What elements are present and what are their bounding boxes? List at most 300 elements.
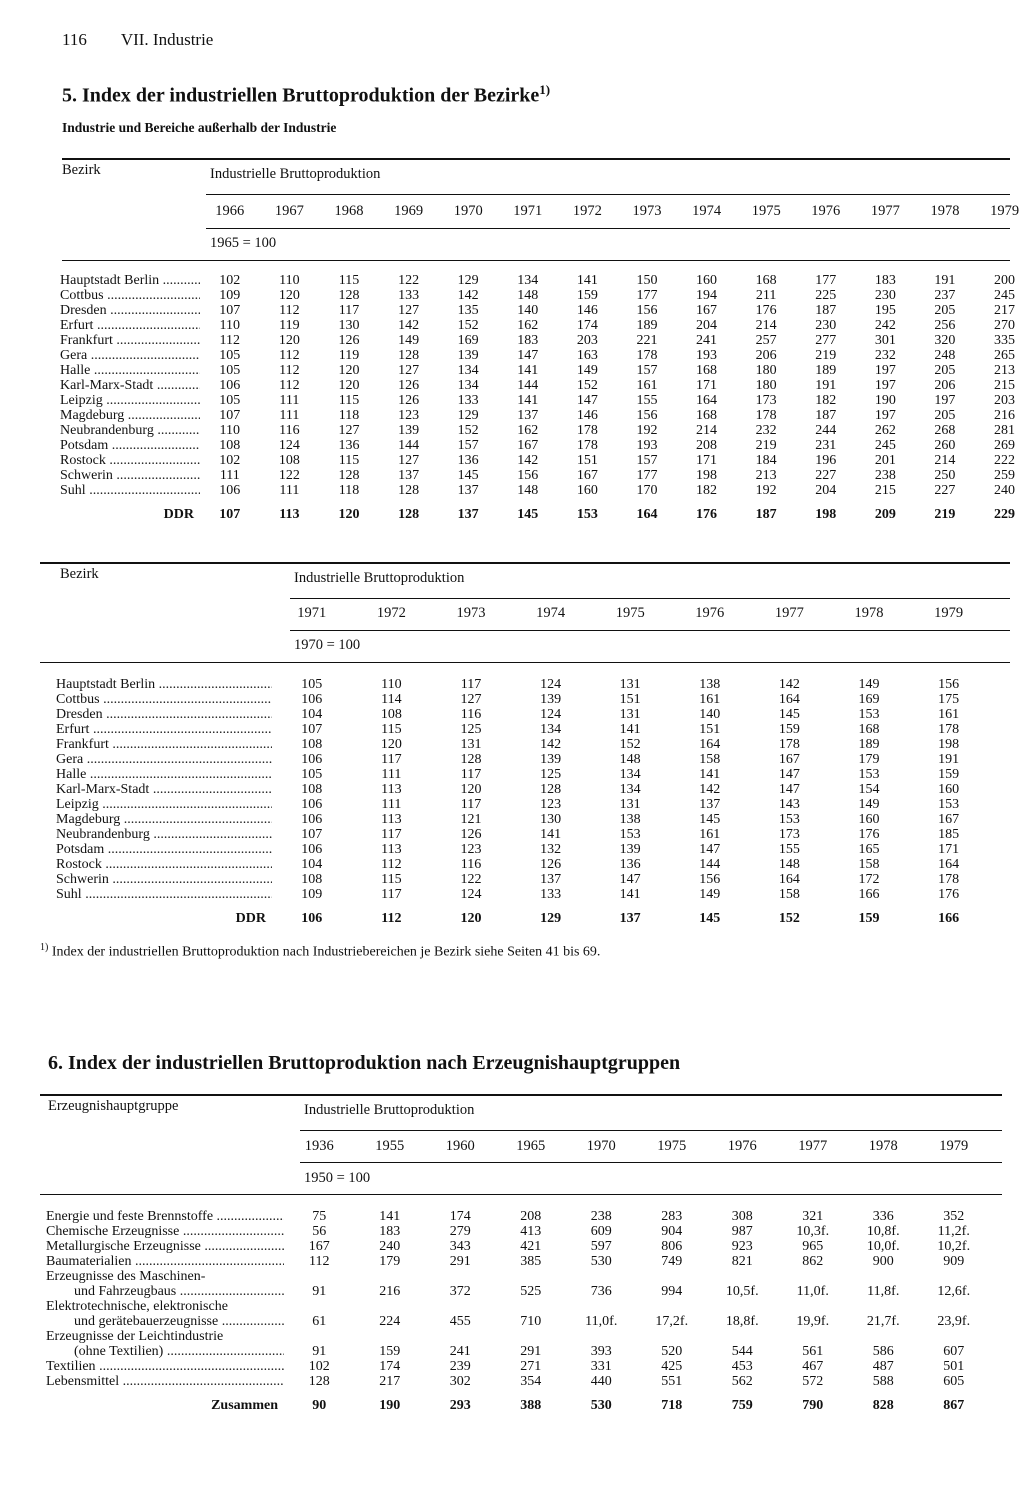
cell-value: 153 bbox=[858, 767, 880, 782]
cell-value: 106 bbox=[219, 483, 241, 498]
cell-value: 213 bbox=[994, 363, 1016, 378]
cell-value: 144 bbox=[517, 378, 539, 393]
row-label: Potsdam ..... bbox=[60, 438, 200, 453]
cell-value: 440 bbox=[590, 1374, 612, 1389]
total-value: 198 bbox=[815, 507, 837, 522]
total-label: Zusammen bbox=[211, 1398, 278, 1413]
cell-value: 336 bbox=[872, 1209, 894, 1224]
cell-value: 206 bbox=[934, 378, 956, 393]
cell-value: 110 bbox=[381, 677, 402, 692]
cell-value: 104 bbox=[301, 707, 323, 722]
cell-value: 153 bbox=[778, 812, 800, 827]
cell-value: 145 bbox=[699, 812, 721, 827]
cell-value: 268 bbox=[934, 423, 956, 438]
cell-value: 198 bbox=[696, 468, 718, 483]
cell-value: 168 bbox=[755, 273, 777, 288]
row-label: Rostock ..... bbox=[60, 453, 200, 468]
cell-value: 105 bbox=[219, 348, 241, 363]
table-row bbox=[46, 1314, 989, 1329]
cell-value: 115 bbox=[338, 273, 360, 288]
cell-value: 421 bbox=[520, 1239, 542, 1254]
cell-value: 244 bbox=[815, 423, 837, 438]
cell-value: 147 bbox=[778, 767, 800, 782]
cell-value: 152 bbox=[457, 318, 479, 333]
cell-value: 123 bbox=[540, 797, 562, 812]
cell-value bbox=[848, 1269, 919, 1284]
cell-value: 166 bbox=[858, 887, 880, 902]
cell-value: 122 bbox=[278, 468, 300, 483]
cell-value: 256 bbox=[934, 318, 956, 333]
cell-value: 112 bbox=[279, 378, 300, 393]
cell-value: 168 bbox=[696, 363, 718, 378]
rule-base-part1 bbox=[206, 228, 1010, 229]
cell-value: 211 bbox=[755, 288, 777, 303]
cell-value: 144 bbox=[699, 857, 721, 872]
total-value: 137 bbox=[457, 507, 479, 522]
total-value: 867 bbox=[943, 1398, 965, 1413]
cell-value: 134 bbox=[517, 273, 539, 288]
cell-value: 178 bbox=[576, 438, 598, 453]
cell-value: 130 bbox=[338, 318, 360, 333]
cell-value: 115 bbox=[338, 393, 360, 408]
cell-value bbox=[778, 1269, 849, 1284]
cell-value: 162 bbox=[517, 318, 539, 333]
row-label: Magdeburg ..... bbox=[60, 408, 200, 423]
total-row bbox=[60, 498, 1024, 532]
cell-value: 191 bbox=[934, 273, 956, 288]
cell-value: 130 bbox=[540, 812, 562, 827]
table-row bbox=[46, 1269, 989, 1284]
cell-value: 155 bbox=[778, 842, 800, 857]
cell-value: 158 bbox=[858, 857, 880, 872]
cell-value: 238 bbox=[590, 1209, 612, 1224]
cell-value: 56 bbox=[312, 1224, 327, 1239]
cell-value: 198 bbox=[938, 737, 960, 752]
cell-value: 230 bbox=[815, 318, 837, 333]
cell-value: 164 bbox=[938, 857, 960, 872]
cell-value: 270 bbox=[994, 318, 1016, 333]
table-row bbox=[56, 782, 988, 797]
part2-table bbox=[56, 677, 988, 936]
cell-value: 131 bbox=[619, 797, 641, 812]
cell-value: 119 bbox=[338, 348, 360, 363]
cell-value: 113 bbox=[381, 842, 402, 857]
cell-value: 146 bbox=[576, 303, 598, 318]
cell-value: 112 bbox=[279, 303, 300, 318]
total-value: 159 bbox=[858, 911, 880, 926]
total-value: 120 bbox=[460, 911, 482, 926]
table-row bbox=[46, 1374, 989, 1389]
cell-value: 965 bbox=[802, 1239, 824, 1254]
cell-value bbox=[355, 1299, 426, 1314]
cell-value: 607 bbox=[943, 1344, 965, 1359]
cell-value: 904 bbox=[661, 1224, 683, 1239]
year-header: 1979 bbox=[990, 203, 1020, 219]
part1-table bbox=[60, 273, 1024, 532]
cell-value: 148 bbox=[517, 483, 539, 498]
cell-value: 250 bbox=[934, 468, 956, 483]
cell-value: 224 bbox=[379, 1314, 401, 1329]
year-header: 1972 bbox=[572, 203, 602, 219]
cell-value: 152 bbox=[619, 737, 641, 752]
cell-value: 120 bbox=[278, 333, 300, 348]
cell-value: 108 bbox=[301, 782, 323, 797]
cell-value: 18,8f. bbox=[725, 1314, 759, 1329]
cell-value: 112 bbox=[219, 333, 241, 348]
year-header: 1973 bbox=[632, 203, 662, 219]
cell-value: 201 bbox=[874, 453, 896, 468]
cell-value: 133 bbox=[457, 393, 479, 408]
cell-value: 467 bbox=[802, 1359, 824, 1374]
cell-value: 214 bbox=[755, 318, 777, 333]
cell-value: 139 bbox=[540, 692, 562, 707]
cell-value: 111 bbox=[279, 483, 300, 498]
cell-value: 171 bbox=[696, 453, 718, 468]
total-value: 388 bbox=[520, 1398, 542, 1413]
table6-title: 6. Index der industriellen Bruttoproduktion nach Erzeugnishauptgruppen bbox=[48, 1052, 681, 1074]
cell-value: 147 bbox=[517, 348, 539, 363]
cell-value: 189 bbox=[858, 737, 880, 752]
cell-value: 174 bbox=[449, 1209, 471, 1224]
year-header: 1970 bbox=[586, 1138, 616, 1154]
cell-value: 191 bbox=[938, 752, 960, 767]
row-label: Karl-Marx-Stadt ..... bbox=[56, 782, 272, 797]
cell-value: 192 bbox=[755, 483, 777, 498]
table-row bbox=[46, 1254, 989, 1269]
cell-value: 219 bbox=[755, 438, 777, 453]
table-row bbox=[46, 1239, 989, 1254]
cell-value: 262 bbox=[874, 423, 896, 438]
cell-value: 120 bbox=[460, 782, 482, 797]
total-value: 107 bbox=[219, 507, 241, 522]
cell-value: 142 bbox=[699, 782, 721, 797]
cell-value: 260 bbox=[934, 438, 956, 453]
cell-value: 530 bbox=[590, 1254, 612, 1269]
cell-value bbox=[284, 1269, 355, 1284]
cell-value: 102 bbox=[219, 273, 241, 288]
row-label: Textilien ..... bbox=[46, 1359, 284, 1374]
table-row bbox=[60, 393, 1024, 408]
cell-value: 106 bbox=[301, 842, 323, 857]
cell-value: 987 bbox=[731, 1224, 753, 1239]
cell-value: 156 bbox=[699, 872, 721, 887]
table-row bbox=[60, 378, 1024, 393]
cell-value: 164 bbox=[778, 872, 800, 887]
cell-value: 164 bbox=[778, 692, 800, 707]
cell-value: 122 bbox=[398, 273, 420, 288]
cell-value: 128 bbox=[540, 782, 562, 797]
row-label: Potsdam ..... bbox=[56, 842, 272, 857]
cell-value: 153 bbox=[858, 707, 880, 722]
cell-value: 105 bbox=[301, 677, 323, 692]
cell-value: 269 bbox=[994, 438, 1016, 453]
cell-value: 122 bbox=[460, 872, 482, 887]
cell-value: 231 bbox=[815, 438, 837, 453]
cell-value: 140 bbox=[699, 707, 721, 722]
cell-value: 105 bbox=[301, 767, 323, 782]
cell-value: 108 bbox=[219, 438, 241, 453]
cell-value: 151 bbox=[699, 722, 721, 737]
table-row bbox=[60, 408, 1024, 423]
cell-value: 156 bbox=[636, 303, 658, 318]
cell-value: 158 bbox=[699, 752, 721, 767]
cell-value: 178 bbox=[938, 722, 960, 737]
cell-value: 138 bbox=[699, 677, 721, 692]
total-value: 190 bbox=[379, 1398, 401, 1413]
rule-top-table6 bbox=[40, 1094, 1002, 1096]
table-row bbox=[60, 423, 1024, 438]
page-header bbox=[62, 30, 213, 50]
cell-value: 230 bbox=[874, 288, 896, 303]
row-label: Magdeburg ..... bbox=[56, 812, 272, 827]
cell-value: 216 bbox=[379, 1284, 401, 1299]
cell-value: 176 bbox=[938, 887, 960, 902]
cell-value: 173 bbox=[755, 393, 777, 408]
cell-value: 153 bbox=[938, 797, 960, 812]
cell-value: 118 bbox=[338, 408, 360, 423]
row-label: Lebensmittel ..... bbox=[46, 1374, 284, 1389]
table6-table bbox=[46, 1209, 989, 1423]
cell-value: 197 bbox=[874, 408, 896, 423]
cell-value: 123 bbox=[398, 408, 420, 423]
total-value: 153 bbox=[576, 507, 598, 522]
year-header: 1979 bbox=[939, 1138, 969, 1154]
cell-value: 145 bbox=[778, 707, 800, 722]
cell-value: 179 bbox=[858, 752, 880, 767]
year-header: 1976 bbox=[811, 203, 841, 219]
year-header: 1955 bbox=[375, 1138, 405, 1154]
table-row bbox=[60, 438, 1024, 453]
cell-value: 203 bbox=[576, 333, 598, 348]
cell-value bbox=[778, 1329, 849, 1344]
cell-value bbox=[637, 1329, 708, 1344]
cell-value: 111 bbox=[381, 797, 402, 812]
cell-value bbox=[707, 1329, 778, 1344]
cell-value: 143 bbox=[778, 797, 800, 812]
table6-base: 1950 = 100 bbox=[304, 1170, 371, 1186]
cell-value: 520 bbox=[661, 1344, 683, 1359]
part2-col-head: Bezirk bbox=[60, 566, 99, 582]
cell-value: 167 bbox=[308, 1239, 330, 1254]
cell-value: 126 bbox=[460, 827, 482, 842]
cell-value: 806 bbox=[661, 1239, 683, 1254]
total-value: 120 bbox=[338, 507, 360, 522]
cell-value: 172 bbox=[858, 872, 880, 887]
cell-value: 749 bbox=[661, 1254, 683, 1269]
footnote-mark: 1) bbox=[40, 942, 49, 953]
cell-value: 909 bbox=[943, 1254, 965, 1269]
cell-value: 124 bbox=[540, 707, 562, 722]
row-label: Halle ..... bbox=[56, 767, 272, 782]
table-row bbox=[56, 677, 988, 692]
cell-value: 154 bbox=[858, 782, 880, 797]
row-label: Chemische Erzeugnisse ..... bbox=[46, 1224, 284, 1239]
cell-value: 116 bbox=[279, 423, 300, 438]
cell-value: 114 bbox=[381, 692, 402, 707]
cell-value: 115 bbox=[338, 453, 360, 468]
cell-value: 148 bbox=[517, 288, 539, 303]
cell-value bbox=[425, 1269, 496, 1284]
cell-value: 132 bbox=[540, 842, 562, 857]
row-label: Baumaterialien ..... bbox=[46, 1254, 284, 1269]
cell-value: 91 bbox=[312, 1284, 327, 1299]
cell-value: 501 bbox=[943, 1359, 965, 1374]
rule-sub-table6 bbox=[300, 1130, 1002, 1131]
cell-value bbox=[425, 1299, 496, 1314]
row-label: Hauptstadt Berlin ..... bbox=[56, 677, 272, 692]
total-row bbox=[56, 902, 988, 936]
cell-value: 10,2f. bbox=[937, 1239, 971, 1254]
total-value: 113 bbox=[279, 507, 300, 522]
cell-value: 104 bbox=[301, 857, 323, 872]
total-value: 145 bbox=[699, 911, 721, 926]
rule-sub-part2 bbox=[290, 598, 1010, 599]
cell-value: 137 bbox=[457, 483, 479, 498]
cell-value: 134 bbox=[619, 767, 641, 782]
cell-value: 205 bbox=[934, 303, 956, 318]
cell-value: 174 bbox=[379, 1359, 401, 1374]
cell-value: 219 bbox=[815, 348, 837, 363]
row-label: Halle ..... bbox=[60, 363, 200, 378]
cell-value: 179 bbox=[379, 1254, 401, 1269]
cell-value: 112 bbox=[381, 857, 402, 872]
cell-value: 178 bbox=[778, 737, 800, 752]
table5-title: 5. Index der industriellen Bruttoproduktion der Bezirke$^{1)}$ bbox=[62, 82, 551, 107]
cell-value: 153 bbox=[619, 827, 641, 842]
table-row bbox=[56, 737, 988, 752]
cell-value: 238 bbox=[874, 468, 896, 483]
cell-value: 117 bbox=[460, 767, 482, 782]
total-value: 790 bbox=[802, 1398, 824, 1413]
cell-value: 352 bbox=[943, 1209, 965, 1224]
row-label: Leipzig ..... bbox=[56, 797, 272, 812]
cell-value: 189 bbox=[815, 363, 837, 378]
cell-value: 190 bbox=[874, 393, 896, 408]
year-header: 1960 bbox=[445, 1138, 475, 1154]
row-label: Dresden ..... bbox=[60, 303, 200, 318]
rule-body-part1 bbox=[62, 260, 1010, 261]
cell-value: 127 bbox=[398, 453, 420, 468]
cell-value: 205 bbox=[934, 363, 956, 378]
cell-value: 10,0f. bbox=[866, 1239, 900, 1254]
cell-value: 168 bbox=[858, 722, 880, 737]
cell-value: 11,0f. bbox=[796, 1284, 829, 1299]
total-row bbox=[46, 1389, 989, 1423]
cell-value: 605 bbox=[943, 1374, 965, 1389]
year-header: 1975 bbox=[751, 203, 781, 219]
cell-value: 156 bbox=[517, 468, 539, 483]
year-header: 1978 bbox=[930, 203, 960, 219]
row-label: Erfurt ..... bbox=[60, 318, 200, 333]
year-header: 1975 bbox=[615, 605, 645, 621]
cell-value: 106 bbox=[219, 378, 241, 393]
cell-value: 156 bbox=[636, 408, 658, 423]
cell-value bbox=[637, 1269, 708, 1284]
cell-value: 257 bbox=[755, 333, 777, 348]
cell-value: 159 bbox=[379, 1344, 401, 1359]
cell-value: 291 bbox=[520, 1344, 542, 1359]
total-value: 759 bbox=[731, 1398, 753, 1413]
rule-top-part2 bbox=[40, 562, 1010, 564]
year-header: 1977 bbox=[774, 605, 804, 621]
cell-value: 140 bbox=[517, 303, 539, 318]
cell-value: 193 bbox=[696, 348, 718, 363]
cell-value: 227 bbox=[815, 468, 837, 483]
cell-value: 183 bbox=[517, 333, 539, 348]
row-label: Neubrandenburg ..... bbox=[60, 423, 200, 438]
cell-value: 217 bbox=[379, 1374, 401, 1389]
cell-value: 232 bbox=[755, 423, 777, 438]
cell-value: 61 bbox=[312, 1314, 327, 1329]
cell-value: 131 bbox=[460, 737, 482, 752]
row-label: Cottbus ..... bbox=[56, 692, 272, 707]
row-label: Schwerin ..... bbox=[60, 468, 200, 483]
cell-value: 177 bbox=[815, 273, 837, 288]
cell-value: 10,5f. bbox=[725, 1284, 759, 1299]
cell-value: 146 bbox=[576, 408, 598, 423]
row-label: Cottbus ..... bbox=[60, 288, 200, 303]
cell-value bbox=[848, 1299, 919, 1314]
cell-value: 167 bbox=[517, 438, 539, 453]
table-row bbox=[56, 692, 988, 707]
cell-value: 163 bbox=[576, 348, 598, 363]
cell-value: 169 bbox=[858, 692, 880, 707]
cell-value: 134 bbox=[457, 378, 479, 393]
cell-value: 19,9f. bbox=[796, 1314, 830, 1329]
cell-value: 182 bbox=[815, 393, 837, 408]
rule-top-part1 bbox=[62, 158, 1010, 160]
cell-value: 164 bbox=[699, 737, 721, 752]
year-header: 1978 bbox=[854, 605, 884, 621]
table-row bbox=[46, 1299, 989, 1314]
cell-value: 108 bbox=[301, 737, 323, 752]
total-value: 293 bbox=[449, 1398, 471, 1413]
cell-value: 117 bbox=[381, 752, 402, 767]
cell-value: 572 bbox=[802, 1374, 824, 1389]
table-row bbox=[60, 348, 1024, 363]
cell-value: 149 bbox=[576, 363, 598, 378]
cell-value: 862 bbox=[802, 1254, 824, 1269]
part2-group-head: Industrielle Bruttoproduktion bbox=[294, 570, 465, 586]
cell-value: 159 bbox=[938, 767, 960, 782]
cell-value: 259 bbox=[994, 468, 1016, 483]
cell-value: 241 bbox=[449, 1344, 471, 1359]
cell-value: 241 bbox=[696, 333, 718, 348]
cell-value: 120 bbox=[338, 378, 360, 393]
cell-value: 134 bbox=[619, 782, 641, 797]
row-label: Energie und feste Brennstoffe ..... bbox=[46, 1209, 284, 1224]
table-row bbox=[60, 363, 1024, 378]
cell-value: 343 bbox=[449, 1239, 471, 1254]
cell-value: 215 bbox=[874, 483, 896, 498]
cell-value: 134 bbox=[540, 722, 562, 737]
cell-value: 115 bbox=[381, 872, 402, 887]
cell-value: 525 bbox=[520, 1284, 542, 1299]
cell-value: 117 bbox=[460, 677, 482, 692]
cell-value: 158 bbox=[778, 887, 800, 902]
cell-value: 170 bbox=[636, 483, 658, 498]
cell-value: 167 bbox=[696, 303, 718, 318]
cell-value: 139 bbox=[398, 423, 420, 438]
table-row bbox=[56, 872, 988, 887]
year-header: 1978 bbox=[868, 1138, 898, 1154]
cell-value: 195 bbox=[874, 303, 896, 318]
cell-value: 487 bbox=[872, 1359, 894, 1374]
cell-value: 736 bbox=[590, 1284, 612, 1299]
cell-value: 110 bbox=[279, 273, 300, 288]
cell-value: 111 bbox=[279, 408, 300, 423]
cell-value: 240 bbox=[379, 1239, 401, 1254]
